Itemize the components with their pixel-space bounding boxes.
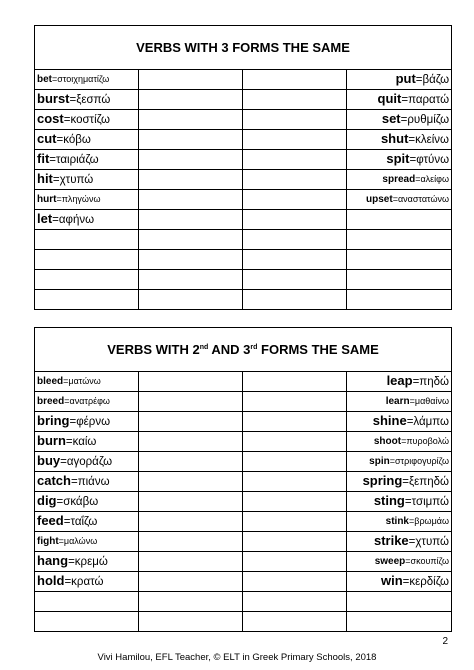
empty-cell xyxy=(243,190,347,210)
empty-cell xyxy=(139,210,243,230)
verb-english: hold xyxy=(37,573,65,588)
table-row xyxy=(35,270,452,290)
table-row xyxy=(35,150,452,170)
verb-greek: μαθαίνω xyxy=(414,396,450,406)
empty-cell xyxy=(243,130,347,150)
verb-greek: στριφογυρίζω xyxy=(395,456,450,466)
verb-cell xyxy=(35,270,139,290)
verb-english: bring xyxy=(37,413,70,428)
table-row xyxy=(35,612,452,632)
verb-cell xyxy=(347,250,452,270)
verb-cell xyxy=(347,612,452,632)
title-part: VERBS WITH 2 xyxy=(107,342,200,357)
verb-greek: κοστίζω xyxy=(70,114,110,126)
verb-separator: = xyxy=(409,516,415,526)
verb-greek: κλείνω xyxy=(415,134,450,146)
verb-cell xyxy=(347,290,452,310)
verb-greek: ταιριάζω xyxy=(56,154,99,166)
verb-greek: βρωμάω xyxy=(414,516,450,526)
title-superscript: rd xyxy=(250,344,258,351)
verb-greek: σκάβω xyxy=(63,496,99,508)
verb-separator: = xyxy=(52,214,59,226)
verb-english: upset xyxy=(366,194,393,205)
empty-cell xyxy=(243,592,347,612)
verb-separator: = xyxy=(412,376,420,388)
table-row xyxy=(35,372,452,392)
verbs-table-second-third-forms xyxy=(34,327,452,632)
verb-english: spring xyxy=(362,473,403,488)
empty-cell xyxy=(243,250,347,270)
empty-cell xyxy=(243,270,347,290)
title-part: FORMS THE SAME xyxy=(257,342,379,357)
empty-cell xyxy=(139,432,243,452)
verb-separator: = xyxy=(408,134,416,146)
verb-cell xyxy=(35,612,139,632)
empty-cell xyxy=(243,472,347,492)
verb-cell xyxy=(35,250,139,270)
verb-greek: αφήνω xyxy=(58,214,95,226)
verb-english: bet xyxy=(37,74,52,85)
verb-cell xyxy=(347,532,452,552)
empty-cell xyxy=(139,572,243,592)
empty-cell xyxy=(243,230,347,250)
verb-english: fit xyxy=(37,151,50,166)
verb-cell xyxy=(35,210,139,230)
table-row xyxy=(35,432,452,452)
verb-english: hit xyxy=(37,171,53,186)
verb-greek: κρεμώ xyxy=(74,556,108,568)
verb-separator: = xyxy=(69,94,77,106)
table-row xyxy=(35,110,452,130)
verb-english: spin xyxy=(369,456,390,467)
verb-greek: παρατώ xyxy=(408,94,450,106)
verb-english: strike xyxy=(373,533,409,548)
empty-cell xyxy=(243,150,347,170)
empty-cell xyxy=(243,492,347,512)
verb-separator: = xyxy=(63,376,69,386)
verb-english: buy xyxy=(37,453,61,468)
table-title: VERBS WITH 3 FORMS THE SAME xyxy=(35,26,452,70)
table-row xyxy=(35,290,452,310)
verb-cell xyxy=(35,110,139,130)
verb-greek: ταΐζω xyxy=(70,516,98,528)
empty-cell xyxy=(139,592,243,612)
verb-english: let xyxy=(37,211,53,226)
table-row xyxy=(35,552,452,572)
verb-separator: = xyxy=(400,114,408,126)
verb-cell xyxy=(347,572,452,592)
verb-cell xyxy=(35,70,139,90)
verb-separator: = xyxy=(49,154,56,166)
verb-english: cost xyxy=(37,111,64,126)
verb-separator: = xyxy=(69,416,77,428)
verb-english: set xyxy=(381,111,401,126)
verb-greek: αγοράζω xyxy=(66,456,113,468)
table-row xyxy=(35,472,452,492)
verb-separator: = xyxy=(58,536,64,546)
empty-cell xyxy=(139,150,243,170)
verb-cell xyxy=(347,90,452,110)
verb-cell xyxy=(35,412,139,432)
verb-english: shoot xyxy=(373,436,402,447)
verb-separator: = xyxy=(401,94,409,106)
verb-greek: κερδίζω xyxy=(409,576,450,588)
verb-english: breed xyxy=(37,396,65,407)
verb-english: sting xyxy=(373,493,405,508)
verb-cell xyxy=(35,230,139,250)
verb-cell xyxy=(347,592,452,612)
empty-cell xyxy=(139,452,243,472)
table-row xyxy=(35,90,452,110)
empty-cell xyxy=(243,170,347,190)
verb-cell xyxy=(35,170,139,190)
verb-greek: πυροβολώ xyxy=(406,436,450,446)
verb-cell xyxy=(347,472,452,492)
verb-cell xyxy=(347,452,452,472)
verb-separator: = xyxy=(64,396,70,406)
verb-cell xyxy=(35,492,139,512)
verb-separator: = xyxy=(409,154,417,166)
verb-english: leap xyxy=(386,373,413,388)
verb-cell xyxy=(347,190,452,210)
verb-greek: πιάνω xyxy=(77,476,110,488)
table-row xyxy=(35,532,452,552)
verb-cell xyxy=(35,572,139,592)
verb-cell xyxy=(35,130,139,150)
verb-separator: = xyxy=(63,516,71,528)
table-title-row xyxy=(35,26,452,70)
verb-separator: = xyxy=(65,436,73,448)
table-row xyxy=(35,452,452,472)
empty-cell xyxy=(139,392,243,412)
verb-cell xyxy=(35,432,139,452)
verb-english: spit xyxy=(386,151,410,166)
verb-greek: μαλώνω xyxy=(63,536,98,546)
verb-cell xyxy=(35,392,139,412)
empty-cell xyxy=(139,612,243,632)
verb-separator: = xyxy=(63,114,71,126)
empty-cell xyxy=(243,572,347,592)
empty-cell xyxy=(243,210,347,230)
verb-separator: = xyxy=(406,416,414,428)
verb-separator: = xyxy=(402,476,410,488)
verb-greek: ρυθμίζω xyxy=(407,114,450,126)
verb-cell xyxy=(347,372,452,392)
verb-cell xyxy=(35,592,139,612)
empty-cell xyxy=(139,270,243,290)
table-title-row xyxy=(35,328,452,372)
empty-cell xyxy=(243,432,347,452)
table-row xyxy=(35,250,452,270)
verb-cell xyxy=(347,512,452,532)
verb-greek: ματώνω xyxy=(68,376,101,386)
empty-cell xyxy=(243,372,347,392)
table-row xyxy=(35,170,452,190)
verb-greek: κόβω xyxy=(63,134,91,146)
verb-english: feed xyxy=(37,513,64,528)
verb-separator: = xyxy=(408,536,416,548)
verb-separator: = xyxy=(405,556,411,566)
verb-english: hang xyxy=(37,553,69,568)
verb-cell xyxy=(347,552,452,572)
empty-cell xyxy=(243,512,347,532)
verb-greek: ανατρέφω xyxy=(69,396,110,406)
verb-cell xyxy=(347,170,452,190)
empty-cell xyxy=(243,552,347,572)
verb-english: fight xyxy=(37,536,59,547)
verb-cell xyxy=(347,432,452,452)
empty-cell xyxy=(139,472,243,492)
verb-cell xyxy=(35,150,139,170)
empty-cell xyxy=(139,250,243,270)
verb-separator: = xyxy=(64,576,72,588)
verb-greek: πληγώνω xyxy=(61,194,101,204)
verb-separator: = xyxy=(389,456,395,466)
verb-greek: βάζω xyxy=(422,74,450,86)
verb-cell xyxy=(35,472,139,492)
verb-english: put xyxy=(395,71,416,86)
empty-cell xyxy=(243,90,347,110)
verb-cell xyxy=(35,90,139,110)
verb-separator: = xyxy=(415,174,421,184)
verb-cell xyxy=(35,452,139,472)
empty-cell xyxy=(243,532,347,552)
verb-greek: στοιχηματίζω xyxy=(57,74,110,84)
verb-greek: κρατώ xyxy=(71,576,104,588)
verb-greek: φέρνω xyxy=(76,416,111,428)
empty-cell xyxy=(243,612,347,632)
verb-separator: = xyxy=(56,134,64,146)
empty-cell xyxy=(139,130,243,150)
verb-separator: = xyxy=(52,74,58,84)
page-number: 2 xyxy=(442,636,448,647)
verb-cell xyxy=(35,532,139,552)
empty-cell xyxy=(139,492,243,512)
verb-greek: χτυπώ xyxy=(59,174,94,186)
verb-greek: τσιμπώ xyxy=(411,496,450,508)
verb-separator: = xyxy=(60,456,67,468)
verb-english: burst xyxy=(37,91,70,106)
title-superscript: nd xyxy=(199,344,209,351)
table-row xyxy=(35,392,452,412)
table-row xyxy=(35,190,452,210)
empty-cell xyxy=(139,190,243,210)
verb-english: sweep xyxy=(374,556,406,567)
verb-english: quit xyxy=(377,91,402,106)
verb-separator: = xyxy=(70,476,78,488)
verb-separator: = xyxy=(409,396,415,406)
empty-cell xyxy=(139,412,243,432)
empty-cell xyxy=(243,70,347,90)
empty-cell xyxy=(243,392,347,412)
table-title xyxy=(35,328,452,372)
verb-cell xyxy=(347,110,452,130)
table-row xyxy=(35,412,452,432)
verb-cell xyxy=(347,130,452,150)
verb-english: dig xyxy=(37,493,57,508)
verb-cell xyxy=(35,190,139,210)
empty-cell xyxy=(139,532,243,552)
table-row xyxy=(35,512,452,532)
empty-cell xyxy=(139,230,243,250)
verb-separator: = xyxy=(415,74,423,86)
page-footer: Vivi Hamilou, EFL Teacher, © ELT in Greek Primary Schools, 2018 xyxy=(97,652,377,663)
empty-cell xyxy=(243,452,347,472)
verb-cell xyxy=(35,372,139,392)
empty-cell xyxy=(139,110,243,130)
verb-english: catch xyxy=(37,473,71,488)
verb-greek: φτύνω xyxy=(416,154,450,166)
empty-cell xyxy=(139,290,243,310)
verb-english: bleed xyxy=(37,376,64,387)
verb-separator: = xyxy=(52,174,60,186)
verb-english: burn xyxy=(37,433,66,448)
table-row xyxy=(35,592,452,612)
verb-separator: = xyxy=(401,436,407,446)
table-row xyxy=(35,230,452,250)
verb-greek: ξεσπώ xyxy=(76,94,111,106)
verb-english: learn xyxy=(385,396,410,407)
verb-english: shut xyxy=(380,131,409,146)
verb-greek: πηδώ xyxy=(419,376,450,388)
verb-separator: = xyxy=(392,194,398,204)
verb-separator: = xyxy=(56,496,64,508)
verb-cell xyxy=(35,552,139,572)
verb-greek: αναστατώνω xyxy=(397,194,450,204)
verb-cell xyxy=(347,230,452,250)
empty-cell xyxy=(139,552,243,572)
verb-cell xyxy=(347,392,452,412)
empty-cell xyxy=(139,90,243,110)
verb-english: win xyxy=(380,573,403,588)
verb-greek: λάμπω xyxy=(413,416,450,428)
verb-cell xyxy=(347,210,452,230)
verb-greek: χτυπώ xyxy=(415,536,450,548)
verb-separator: = xyxy=(404,496,412,508)
empty-cell xyxy=(139,512,243,532)
verbs-table-three-forms xyxy=(34,25,452,310)
table-row xyxy=(35,70,452,90)
verb-cell xyxy=(347,150,452,170)
verb-cell xyxy=(347,492,452,512)
verb-greek: ξεπηδώ xyxy=(409,476,450,488)
table-row xyxy=(35,210,452,230)
empty-cell xyxy=(139,170,243,190)
empty-cell xyxy=(243,412,347,432)
empty-cell xyxy=(243,110,347,130)
title-part: AND 3 xyxy=(208,342,251,357)
empty-cell xyxy=(139,70,243,90)
verb-english: cut xyxy=(37,131,57,146)
verb-english: shine xyxy=(372,413,407,428)
verb-separator: = xyxy=(56,194,62,204)
table-row xyxy=(35,572,452,592)
verb-cell xyxy=(347,412,452,432)
verb-separator: = xyxy=(68,556,75,568)
empty-cell xyxy=(243,290,347,310)
verb-english: hurt xyxy=(37,194,57,205)
verb-cell xyxy=(347,270,452,290)
verb-cell xyxy=(35,290,139,310)
verb-greek: καίω xyxy=(72,436,97,448)
verb-english: spread xyxy=(382,174,416,185)
verb-separator: = xyxy=(402,576,410,588)
verb-greek: σκουπίζω xyxy=(410,556,450,566)
verb-cell xyxy=(35,512,139,532)
verb-english: stink xyxy=(385,516,409,527)
verb-greek: αλείφω xyxy=(420,174,450,184)
table-row xyxy=(35,130,452,150)
verb-cell xyxy=(347,70,452,90)
empty-cell xyxy=(139,372,243,392)
table-row xyxy=(35,492,452,512)
